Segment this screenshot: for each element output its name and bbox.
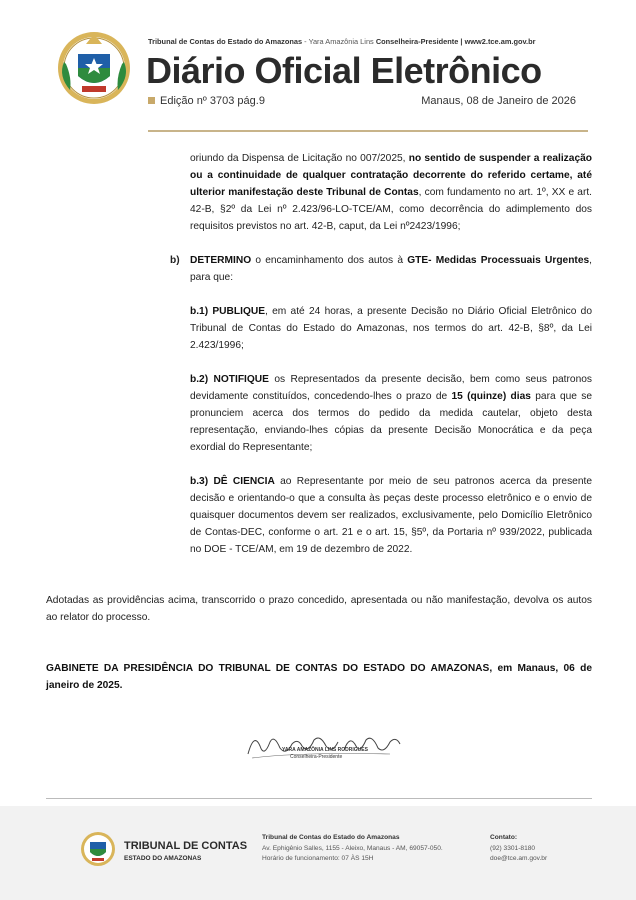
square-bullet-icon: [148, 97, 155, 104]
header: [0, 0, 636, 140]
org-info-line: Tribunal de Contas do Estado do Amazonas - Yara Amazônia Lins Conselheira-Presidente | www2.tce.am.gov.br: [148, 37, 536, 46]
org-name: Tribunal de Contas do Estado do Amazonas: [148, 37, 303, 46]
header-divider: [148, 130, 588, 132]
item-b-text: DETERMINO o encaminhamento dos autos à GTE- Medidas Processuais Urgentes, para que:: [190, 255, 592, 283]
footer-phone[interactable]: (92) 3301-8180: [490, 844, 536, 852]
president-name: Yara Amazônia Lins: [308, 37, 374, 46]
item-b-label: b): [170, 255, 180, 266]
footer-address: Av. Ephigênio Salles, 1155 - Aleixo, Manaus - AM, 69057-050.: [262, 844, 443, 852]
closing-paragraph: Adotadas as providências acima, transcorrido o prazo concedido, apresentada ou não manifestação, devolva os autos ao relator do processo.: [46, 595, 592, 623]
footer-email[interactable]: doe@tce.am.gov.br: [490, 855, 548, 862]
footer-contact-title: Contato:: [490, 834, 518, 841]
footer-divider: [46, 798, 592, 799]
signatory-role: Conselheira-Presidente: [290, 754, 343, 760]
publication-date: Manaus, 08 de Janeiro de 2026: [421, 95, 576, 107]
site-link[interactable]: www2.tce.am.gov.br: [464, 37, 536, 46]
footer-address-title: Tribunal de Contas do Estado do Amazonas: [262, 834, 400, 841]
tce-seal-logo: [52, 24, 136, 108]
footer-brand-sub: ESTADO DO AMAZONAS: [124, 855, 202, 862]
edition-label: Edição nº 3703 pág.9: [160, 95, 265, 107]
document-body: [46, 150, 592, 694]
item-b2: b.2) NOTIFIQUE os Representados da presente decisão, bem como seus patronos devidamente constituídos, concedendo-lhes o prazo de 15 (quinze) dias para que se pronunciem acerca dos termos do pedido da medida cautelar, objeto desta representação, enviando-lhes cópias da presente Decisão Monocrática e da peça exordial do Representante;: [190, 374, 593, 453]
intro-paragraph: oriundo da Dispensa de Licitação no 007/2025, no sentido de suspender a realização ou a continuidade de qualquer contratação decorrente do referido certame, até ulterior manifestação deste Tribunal de Contas, com fundamento no art. 1º, XX e art. 42-B, §2º da Lei nº 2.423/96-LO-TCE/AM, como decorrência do adimplemento dos requisitos previstos no art. 42-B, caput, da Lei nº2423/1996;: [190, 153, 592, 232]
president-title: Conselheira-Presidente: [375, 37, 459, 46]
edition-info: [148, 95, 265, 107]
signatory-name: YARA AMAZÔNIA LINS RODRIGUES: [282, 747, 368, 753]
footer-hours: Horário de funcionamento: 07 ÀS 15H: [262, 855, 374, 862]
footer-address-block: [262, 833, 443, 865]
footer-seal-logo: [78, 828, 118, 868]
item-b1: b.1) PUBLIQUE, em até 24 horas, a presente Decisão no Diário Oficial Eletrônico do Tribunal de Contas do Estado do Amazonas, nos termos do art. 42-B, §8º, da Lei 2.423/1996;: [190, 306, 593, 351]
page-title: Diário Oficial Eletrônico: [146, 50, 542, 91]
gabinete-paragraph: GABINETE DA PRESIDÊNCIA DO TRIBUNAL DE CONTAS DO ESTADO DO AMAZONAS, em Manaus, 06 de janeiro de 2025.: [46, 663, 592, 691]
item-b3: b.3) DÊ CIENCIA ao Representante por meio de seu patronos acerca da presente decisão e orientando-o que a consulta às peças deste processo eletrônico e o envio de quaisquer documentos devem ser realizados, exclusivamente, pelo Domicílio Eletrônico de Contas-DEC, conforme o art. 21 e o art. 15, §5º, da Portaria nº 939/2022, publicada no DOE - TCE/AM, em 19 de dezembro de 2022.: [190, 476, 593, 555]
footer-contact-block: [490, 833, 547, 865]
item-b: [46, 252, 592, 286]
footer-brand: TRIBUNAL DE CONTAS: [124, 840, 248, 852]
